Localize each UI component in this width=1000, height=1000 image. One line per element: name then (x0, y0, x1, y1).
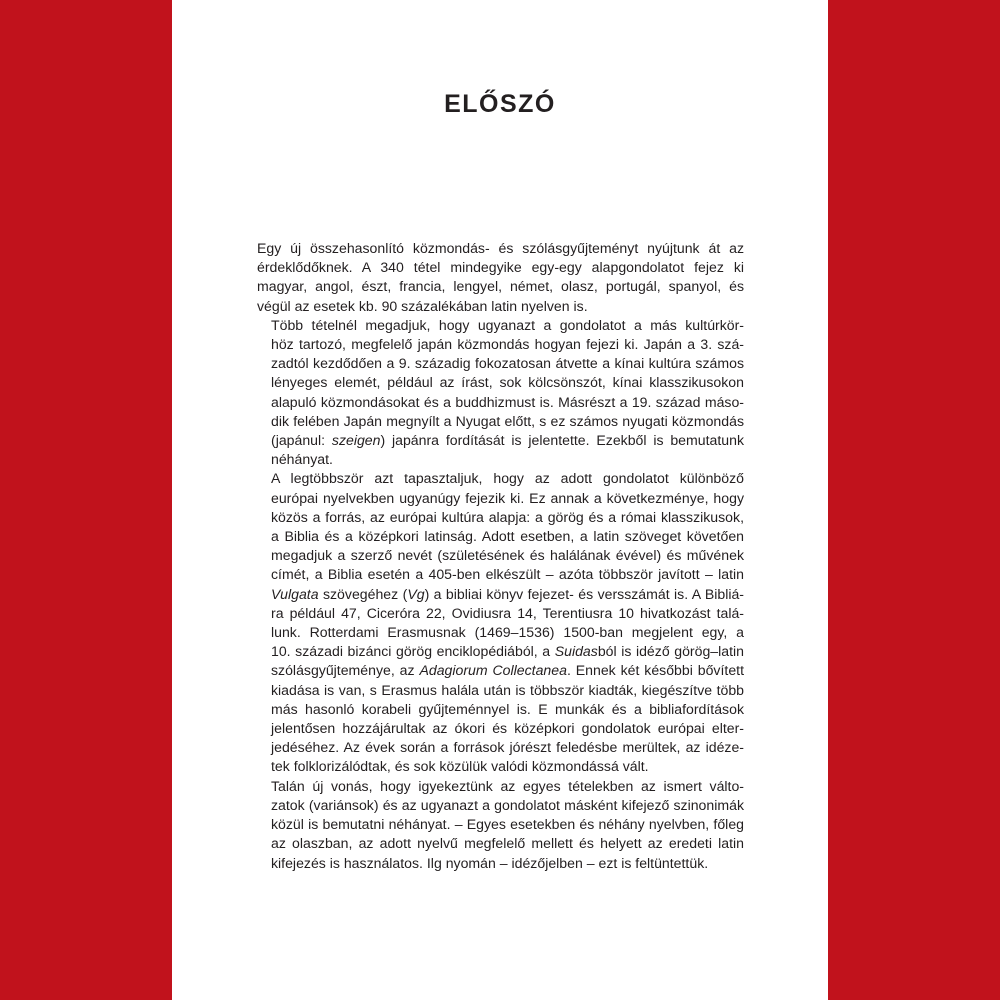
text-segment: ) a bibliai könyv fejezet- és versszámát is. A Bibliá- (424, 585, 744, 602)
text-segment: jedéséhez. Az évek során a források jórészt feledésbe merültek, az idéze- (271, 739, 744, 756)
text-segment: magyar, angol, észt, francia, lengyel, német, olasz, portugál, spanyol, és (257, 278, 744, 295)
text-segment: jelentősen hozzájárultak az ókori és középkori gondolatok európai elter- (271, 720, 744, 737)
text-segment: ból is idéző görög–latin (597, 643, 744, 660)
text-line (257, 239, 744, 258)
text-line (257, 834, 744, 853)
text-line (257, 393, 744, 412)
text-segment: az olaszban, az adott nyelvű megfelelő mellett és helyett az eredeti latin (271, 835, 744, 852)
paragraph (257, 239, 744, 316)
text-line (257, 796, 744, 815)
text-segment: kifejezés is használatos. Ilg nyomán – idézőjelben – ezt is feltüntettük. (271, 854, 709, 871)
text-line (257, 777, 744, 796)
text-segment: A legtöbbször azt tapasztaljuk, hogy az adott gondolatot különböző (271, 470, 744, 487)
text-line (257, 585, 744, 604)
text-line (257, 854, 744, 873)
text-segment: Talán új vonás, hogy igyekeztünk az egyes tételekben az ismert válto- (271, 777, 744, 794)
text-segment: megadjuk a szerző nevét (születésének és halálának évével) és művének (271, 547, 744, 564)
text-segment: ) japánra fordítását is jelentette. Ezekből is bemutatunk (380, 432, 744, 449)
text-line (257, 757, 744, 776)
text-segment: néhányat. (271, 451, 333, 468)
text-line (257, 661, 744, 680)
text-line (257, 450, 744, 469)
text-segment: végül az esetek kb. 90 százalékában latin nyelven is. (257, 297, 588, 314)
text-segment: címét, a Biblia esetén a 405-ben elkészült – azóta többször javított – latin (271, 566, 744, 583)
text-segment: Egy új összehasonlító közmondás- és szólásgyűjteményt nyújtunk át az (257, 240, 744, 256)
text-segment: ra például 47, Ciceróra 22, Ovidiusra 14, Terentiusra 10 hivatkozást talá- (271, 604, 744, 621)
text-line (257, 297, 744, 316)
italic-term: Vulgata (271, 585, 319, 602)
text-line (257, 431, 744, 450)
text-line (257, 700, 744, 719)
text-segment: tek folklorizálódtak, és sok közülük valódi közmondássá vált. (271, 758, 649, 775)
text-line (257, 719, 744, 738)
text-line (257, 354, 744, 373)
body-text (257, 239, 744, 873)
italic-term: Suidas (554, 643, 598, 660)
page-title: ELŐSZÓ (444, 90, 556, 118)
text-line (257, 738, 744, 757)
text-line (257, 815, 744, 834)
text-line (257, 412, 744, 431)
text-segment: zatok (variánsok) és az ugyanazt a gondolatot másként kifejező szinonimák (271, 796, 744, 813)
text-segment: lényeges elemét, például az írást, sok kölcsönszót, kínai klasszikusokon (271, 374, 744, 391)
text-segment: (japánul: (271, 432, 332, 449)
book-page (172, 0, 828, 1000)
text-line (257, 642, 744, 661)
text-segment: európai nyelvekben ugyanúgy fejezik ki. Ez annak a következménye, hogy (271, 489, 744, 506)
italic-term: szeigen (331, 432, 381, 449)
text-segment: alapuló közmondásokat és a buddhizmust is. Másrészt a 19. század máso- (271, 393, 744, 410)
text-segment: 10. századi bizánci görög enciklopédiából, a (271, 643, 555, 660)
paragraph (257, 777, 744, 873)
text-segment: érdeklődőknek. A 340 tétel mindegyike egy-egy alapgondolatot fejez ki (257, 259, 744, 276)
paragraph (257, 316, 744, 470)
text-segment: közös a forrás, az európai kultúra alapja: a görög és a római klasszikusok, (271, 508, 744, 525)
text-segment: . Ennek két későbbi bővített (566, 662, 744, 679)
text-segment: szólásgyűjteménye, az (271, 662, 420, 679)
text-segment: höz tartozó, megfelelő japán közmondás hogyan fejezi ki. Japán a 3. szá- (271, 336, 744, 353)
italic-term: Adagiorum Collectanea (419, 662, 567, 679)
paragraph (257, 469, 744, 776)
text-segment: közül is bemutatni néhányat. – Egyes esetekben és néhány nyelvben, főleg (271, 816, 744, 833)
text-line (257, 623, 744, 642)
text-line (257, 565, 744, 584)
text-line (257, 546, 744, 565)
text-segment: kiadása is van, s Erasmus halála után is többször kiadták, kiegészítve több (271, 681, 744, 698)
text-line (257, 316, 744, 335)
text-line (257, 604, 744, 623)
text-line (257, 527, 744, 546)
text-line (257, 681, 744, 700)
text-segment: dik felében Japán megnyílt a Nyugat előtt, s ez számos nyugati közmondás (271, 412, 744, 429)
text-line (257, 373, 744, 392)
italic-term: Vg (407, 585, 425, 602)
text-line (257, 258, 744, 277)
text-line (257, 508, 744, 527)
text-line (257, 335, 744, 354)
text-segment: Több tételnél megadjuk, hogy ugyanazt a gondolatot a más kultúrkör- (271, 316, 744, 333)
text-segment: zadtól kezdődően a 9. századig fokozatosan átvette a kínai kultúra számos (271, 355, 744, 372)
text-segment: szövegéhez ( (318, 585, 408, 602)
text-segment: más hasonló korabeli gyűjteménnyel is. E munkák és a bibliafordítások (271, 700, 744, 717)
text-segment: a Biblia és a középkori latinság. Adott esetben, a latin szöveget követően (271, 528, 744, 545)
text-line (257, 489, 744, 508)
text-line (257, 277, 744, 296)
text-line (257, 469, 744, 488)
text-segment: lunk. Rotterdami Erasmusnak (1469–1536) 1500-ban megjelent egy, a (271, 624, 744, 641)
